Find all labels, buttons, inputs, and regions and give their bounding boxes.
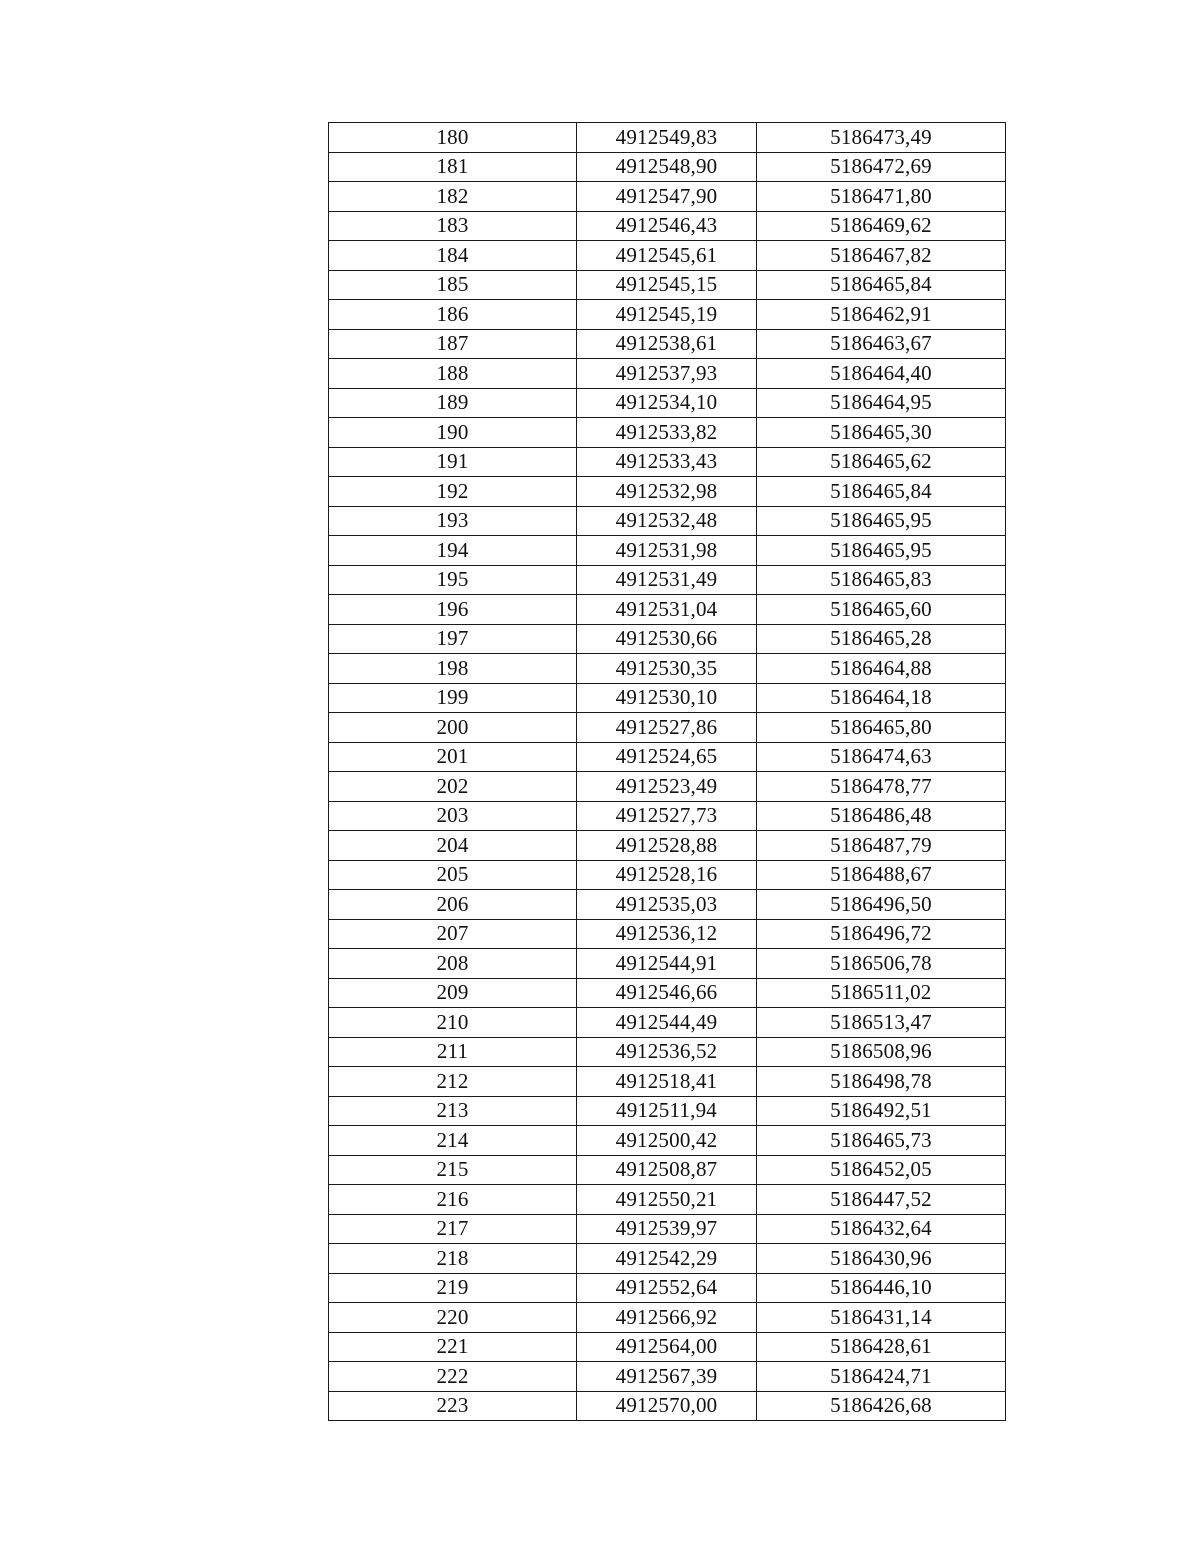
point-number-cell: 197 [329, 624, 577, 654]
x-coordinate-cell: 4912539,97 [577, 1214, 757, 1244]
x-coordinate-cell: 4912533,82 [577, 418, 757, 448]
table-row [329, 1244, 1006, 1274]
point-number-cell: 206 [329, 890, 577, 920]
point-number-cell: 182 [329, 182, 577, 212]
y-coordinate-cell: 5186467,82 [757, 241, 1006, 271]
y-coordinate-cell: 5186465,83 [757, 565, 1006, 595]
y-coordinate-cell: 5186432,64 [757, 1214, 1006, 1244]
table-row [329, 831, 1006, 861]
x-coordinate-cell: 4912544,91 [577, 949, 757, 979]
point-number-cell: 186 [329, 300, 577, 330]
table-row [329, 1155, 1006, 1185]
x-coordinate-cell: 4912549,83 [577, 123, 757, 153]
y-coordinate-cell: 5186462,91 [757, 300, 1006, 330]
table-row [329, 683, 1006, 713]
table-row [329, 1008, 1006, 1038]
x-coordinate-cell: 4912542,29 [577, 1244, 757, 1274]
point-number-cell: 187 [329, 329, 577, 359]
x-coordinate-cell: 4912546,66 [577, 978, 757, 1008]
point-number-cell: 195 [329, 565, 577, 595]
y-coordinate-cell: 5186465,95 [757, 536, 1006, 566]
point-number-cell: 180 [329, 123, 577, 153]
point-number-cell: 202 [329, 772, 577, 802]
point-number-cell: 222 [329, 1362, 577, 1392]
y-coordinate-cell: 5186464,40 [757, 359, 1006, 389]
table-row [329, 1185, 1006, 1215]
y-coordinate-cell: 5186508,96 [757, 1037, 1006, 1067]
table-row [329, 300, 1006, 330]
table-row [329, 388, 1006, 418]
y-coordinate-cell: 5186428,61 [757, 1332, 1006, 1362]
table-row [329, 1126, 1006, 1156]
point-number-cell: 207 [329, 919, 577, 949]
point-number-cell: 217 [329, 1214, 577, 1244]
table-row [329, 241, 1006, 271]
x-coordinate-cell: 4912535,03 [577, 890, 757, 920]
table-row [329, 359, 1006, 389]
table-row [329, 978, 1006, 1008]
y-coordinate-cell: 5186465,60 [757, 595, 1006, 625]
point-number-cell: 198 [329, 654, 577, 684]
x-coordinate-cell: 4912527,86 [577, 713, 757, 743]
table-row [329, 477, 1006, 507]
table-row [329, 329, 1006, 359]
x-coordinate-cell: 4912530,66 [577, 624, 757, 654]
x-coordinate-cell: 4912534,10 [577, 388, 757, 418]
x-coordinate-cell: 4912531,04 [577, 595, 757, 625]
y-coordinate-cell: 5186474,63 [757, 742, 1006, 772]
point-number-cell: 205 [329, 860, 577, 890]
y-coordinate-cell: 5186492,51 [757, 1096, 1006, 1126]
point-number-cell: 190 [329, 418, 577, 448]
y-coordinate-cell: 5186464,88 [757, 654, 1006, 684]
point-number-cell: 200 [329, 713, 577, 743]
table-row [329, 1037, 1006, 1067]
x-coordinate-cell: 4912545,15 [577, 270, 757, 300]
x-coordinate-cell: 4912546,43 [577, 211, 757, 241]
table-row [329, 801, 1006, 831]
y-coordinate-cell: 5186465,28 [757, 624, 1006, 654]
y-coordinate-cell: 5186446,10 [757, 1273, 1006, 1303]
x-coordinate-cell: 4912508,87 [577, 1155, 757, 1185]
y-coordinate-cell: 5186464,18 [757, 683, 1006, 713]
y-coordinate-cell: 5186506,78 [757, 949, 1006, 979]
point-number-cell: 210 [329, 1008, 577, 1038]
point-number-cell: 204 [329, 831, 577, 861]
x-coordinate-cell: 4912548,90 [577, 152, 757, 182]
x-coordinate-cell: 4912544,49 [577, 1008, 757, 1038]
y-coordinate-cell: 5186496,72 [757, 919, 1006, 949]
table-row [329, 890, 1006, 920]
x-coordinate-cell: 4912545,19 [577, 300, 757, 330]
x-coordinate-cell: 4912538,61 [577, 329, 757, 359]
x-coordinate-cell: 4912511,94 [577, 1096, 757, 1126]
table-row [329, 152, 1006, 182]
y-coordinate-cell: 5186465,73 [757, 1126, 1006, 1156]
table-row [329, 506, 1006, 536]
y-coordinate-cell: 5186465,80 [757, 713, 1006, 743]
y-coordinate-cell: 5186465,62 [757, 447, 1006, 477]
point-number-cell: 223 [329, 1391, 577, 1421]
table-row [329, 270, 1006, 300]
x-coordinate-cell: 4912564,00 [577, 1332, 757, 1362]
point-number-cell: 219 [329, 1273, 577, 1303]
point-number-cell: 209 [329, 978, 577, 1008]
y-coordinate-cell: 5186464,95 [757, 388, 1006, 418]
table-row [329, 418, 1006, 448]
table-row [329, 860, 1006, 890]
x-coordinate-cell: 4912523,49 [577, 772, 757, 802]
y-coordinate-cell: 5186430,96 [757, 1244, 1006, 1274]
x-coordinate-cell: 4912545,61 [577, 241, 757, 271]
x-coordinate-cell: 4912528,16 [577, 860, 757, 890]
x-coordinate-cell: 4912537,93 [577, 359, 757, 389]
table-row [329, 211, 1006, 241]
table-row [329, 772, 1006, 802]
x-coordinate-cell: 4912550,21 [577, 1185, 757, 1215]
y-coordinate-cell: 5186463,67 [757, 329, 1006, 359]
y-coordinate-cell: 5186431,14 [757, 1303, 1006, 1333]
x-coordinate-cell: 4912532,48 [577, 506, 757, 536]
point-number-cell: 221 [329, 1332, 577, 1362]
point-number-cell: 199 [329, 683, 577, 713]
table-row [329, 447, 1006, 477]
x-coordinate-cell: 4912528,88 [577, 831, 757, 861]
coordinates-table [328, 122, 1006, 1421]
x-coordinate-cell: 4912552,64 [577, 1273, 757, 1303]
point-number-cell: 188 [329, 359, 577, 389]
y-coordinate-cell: 5186478,77 [757, 772, 1006, 802]
y-coordinate-cell: 5186465,84 [757, 270, 1006, 300]
table-row [329, 1273, 1006, 1303]
y-coordinate-cell: 5186513,47 [757, 1008, 1006, 1038]
table-row [329, 123, 1006, 153]
table-row [329, 1214, 1006, 1244]
x-coordinate-cell: 4912500,42 [577, 1126, 757, 1156]
point-number-cell: 191 [329, 447, 577, 477]
x-coordinate-cell: 4912566,92 [577, 1303, 757, 1333]
point-number-cell: 208 [329, 949, 577, 979]
point-number-cell: 218 [329, 1244, 577, 1274]
y-coordinate-cell: 5186452,05 [757, 1155, 1006, 1185]
table-row [329, 654, 1006, 684]
x-coordinate-cell: 4912547,90 [577, 182, 757, 212]
point-number-cell: 196 [329, 595, 577, 625]
table-row [329, 536, 1006, 566]
y-coordinate-cell: 5186465,84 [757, 477, 1006, 507]
y-coordinate-cell: 5186487,79 [757, 831, 1006, 861]
y-coordinate-cell: 5186472,69 [757, 152, 1006, 182]
point-number-cell: 193 [329, 506, 577, 536]
x-coordinate-cell: 4912518,41 [577, 1067, 757, 1097]
table-row [329, 1096, 1006, 1126]
x-coordinate-cell: 4912536,52 [577, 1037, 757, 1067]
x-coordinate-cell: 4912570,00 [577, 1391, 757, 1421]
y-coordinate-cell: 5186465,95 [757, 506, 1006, 536]
x-coordinate-cell: 4912531,98 [577, 536, 757, 566]
table-row [329, 624, 1006, 654]
point-number-cell: 213 [329, 1096, 577, 1126]
x-coordinate-cell: 4912524,65 [577, 742, 757, 772]
y-coordinate-cell: 5186488,67 [757, 860, 1006, 890]
x-coordinate-cell: 4912527,73 [577, 801, 757, 831]
y-coordinate-cell: 5186465,30 [757, 418, 1006, 448]
point-number-cell: 214 [329, 1126, 577, 1156]
point-number-cell: 220 [329, 1303, 577, 1333]
point-number-cell: 185 [329, 270, 577, 300]
point-number-cell: 184 [329, 241, 577, 271]
point-number-cell: 181 [329, 152, 577, 182]
table-row [329, 1391, 1006, 1421]
table-row [329, 1067, 1006, 1097]
table-row [329, 713, 1006, 743]
point-number-cell: 192 [329, 477, 577, 507]
y-coordinate-cell: 5186486,48 [757, 801, 1006, 831]
y-coordinate-cell: 5186498,78 [757, 1067, 1006, 1097]
point-number-cell: 212 [329, 1067, 577, 1097]
point-number-cell: 189 [329, 388, 577, 418]
point-number-cell: 183 [329, 211, 577, 241]
y-coordinate-cell: 5186469,62 [757, 211, 1006, 241]
table-row [329, 565, 1006, 595]
y-coordinate-cell: 5186496,50 [757, 890, 1006, 920]
x-coordinate-cell: 4912531,49 [577, 565, 757, 595]
x-coordinate-cell: 4912536,12 [577, 919, 757, 949]
point-number-cell: 201 [329, 742, 577, 772]
table-row [329, 1362, 1006, 1392]
point-number-cell: 216 [329, 1185, 577, 1215]
x-coordinate-cell: 4912530,35 [577, 654, 757, 684]
y-coordinate-cell: 5186424,71 [757, 1362, 1006, 1392]
x-coordinate-cell: 4912532,98 [577, 477, 757, 507]
point-number-cell: 203 [329, 801, 577, 831]
y-coordinate-cell: 5186447,52 [757, 1185, 1006, 1215]
table-row [329, 742, 1006, 772]
table-row [329, 949, 1006, 979]
y-coordinate-cell: 5186471,80 [757, 182, 1006, 212]
table-row [329, 182, 1006, 212]
table-row [329, 595, 1006, 625]
point-number-cell: 194 [329, 536, 577, 566]
y-coordinate-cell: 5186426,68 [757, 1391, 1006, 1421]
point-number-cell: 211 [329, 1037, 577, 1067]
table-row [329, 1332, 1006, 1362]
table-row [329, 919, 1006, 949]
point-number-cell: 215 [329, 1155, 577, 1185]
y-coordinate-cell: 5186511,02 [757, 978, 1006, 1008]
x-coordinate-cell: 4912567,39 [577, 1362, 757, 1392]
x-coordinate-cell: 4912530,10 [577, 683, 757, 713]
x-coordinate-cell: 4912533,43 [577, 447, 757, 477]
table-row [329, 1303, 1006, 1333]
y-coordinate-cell: 5186473,49 [757, 123, 1006, 153]
coordinates-table-body [329, 123, 1006, 1421]
